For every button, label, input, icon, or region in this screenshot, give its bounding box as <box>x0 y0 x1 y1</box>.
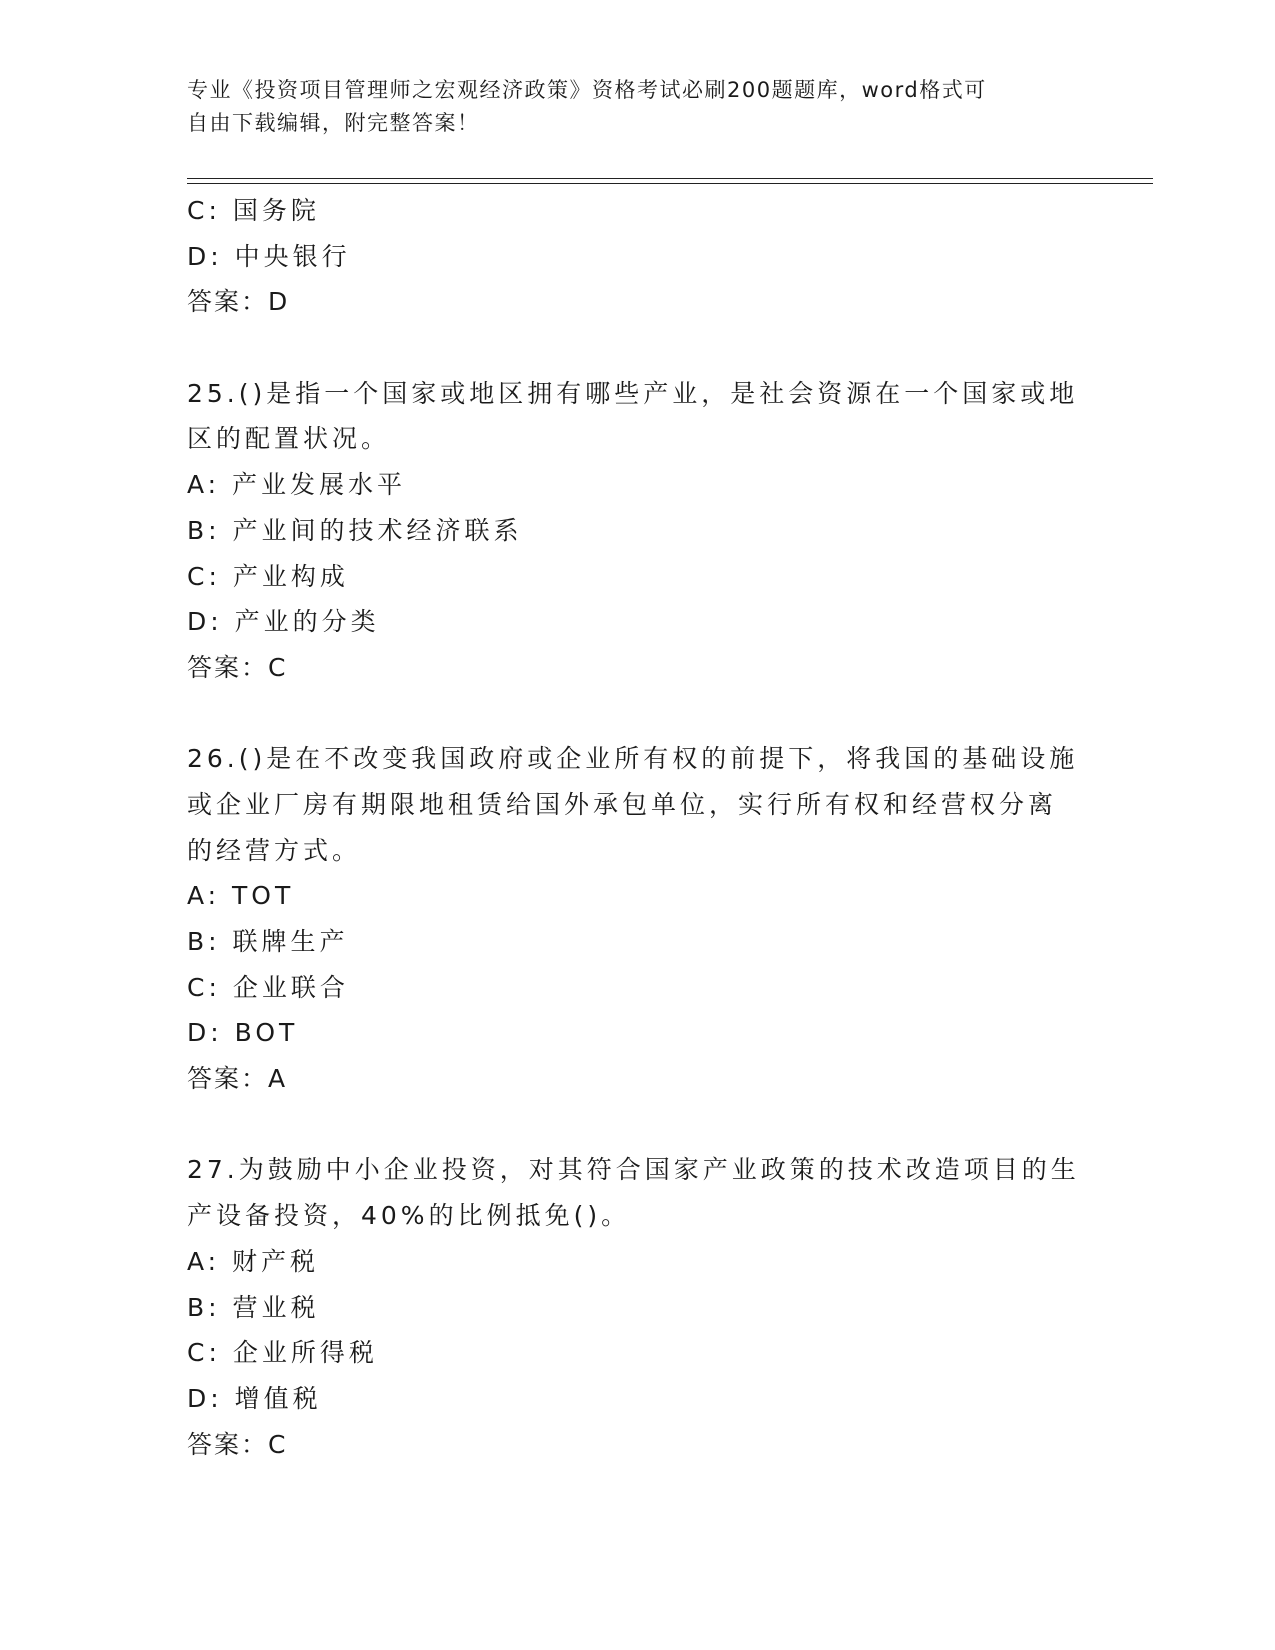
document-header <box>187 74 1087 140</box>
question-26 <box>187 736 1087 1102</box>
question-stem-line: 产设备投资，40%的比例抵免()。 <box>187 1201 631 1231</box>
option-c: C: 企业联合 <box>187 972 349 1002</box>
option-c: C: 国务院 <box>187 196 320 225</box>
answer-label: 答案：C <box>187 1429 288 1459</box>
option-b: B: 营业税 <box>187 1292 320 1322</box>
question-stem-line: 的经营方式。 <box>187 835 362 865</box>
question-27 <box>187 1147 1087 1467</box>
option-b: B: 产业间的技术经济联系 <box>187 515 523 545</box>
option-c: C: 产业构成 <box>187 561 349 591</box>
question-stem-line: 25.()是指一个国家或地区拥有哪些产业，是社会资源在一个国家或地 <box>187 378 1079 408</box>
question-stem-line: 27.为鼓励中小企业投资，对其符合国家产业政策的技术改造项目的生 <box>187 1155 1080 1185</box>
header-divider-thick <box>187 178 1153 179</box>
option-a: A: TOT <box>187 881 295 911</box>
option-d: D: BOT <box>187 1018 299 1048</box>
option-d: D: 中央银行 <box>187 241 351 271</box>
question-25 <box>187 371 1087 691</box>
option-d: D: 增值税 <box>187 1383 322 1413</box>
header-line-1: 专业《投资项目管理师之宏观经济政策》资格考试必刷200题题库，word格式可 <box>187 78 987 102</box>
option-b: B: 联牌生产 <box>187 927 349 956</box>
option-d: D: 产业的分类 <box>187 607 380 637</box>
answer-label: 答案：C <box>187 652 288 682</box>
option-c: C: 企业所得税 <box>187 1338 378 1368</box>
question-24-tail <box>187 188 1087 325</box>
answer-label: 答案：D <box>187 287 290 317</box>
question-stem-line: 区的配置状况。 <box>187 424 391 454</box>
header-line-2: 自由下载编辑，附完整答案！ <box>187 111 480 135</box>
question-stem-line: 26.()是在不改变我国政府或企业所有权的前提下，将我国的基础设施 <box>187 744 1079 774</box>
option-a: A: 财产税 <box>187 1246 320 1276</box>
option-a: A: 产业发展水平 <box>187 470 407 500</box>
question-stem-line: 或企业厂房有期限地租赁给国外承包单位，实行所有权和经营权分离 <box>187 789 1058 819</box>
header-divider-thin <box>187 183 1153 184</box>
question-content <box>187 188 1087 1467</box>
answer-label: 答案：A <box>187 1064 288 1094</box>
